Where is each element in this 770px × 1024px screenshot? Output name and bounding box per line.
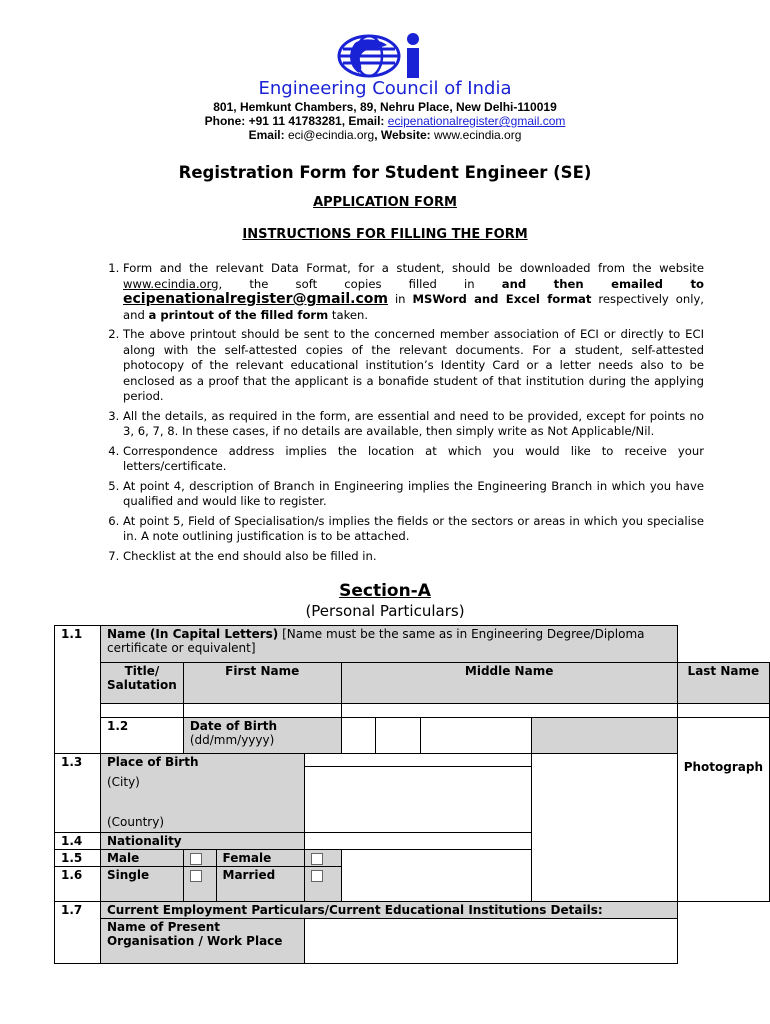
col-first-name: First Name	[183, 663, 341, 704]
row-num-1-6: 1.6	[55, 867, 101, 902]
website: www.ecindia.org	[434, 128, 522, 142]
female-checkbox-cell	[304, 850, 341, 867]
present-organisation-input[interactable]	[304, 919, 677, 964]
email-label: Email:	[348, 114, 385, 128]
married-label: Married	[216, 867, 304, 902]
row-num-1-7: 1.7	[55, 902, 101, 964]
last-name-input[interactable]	[677, 704, 769, 718]
nationality-label: Nationality	[100, 833, 304, 850]
married-checkbox-cell	[304, 867, 341, 902]
col-last-name: Last Name	[677, 663, 769, 704]
phone-number: +91 11 41783281	[248, 114, 342, 128]
single-checkbox-cell	[183, 867, 216, 902]
org-name: Engineering Council of India	[258, 78, 512, 99]
instruction-2: 2. The above printout should be sent to the concerned member association of ECI or directly to ECI along with the self-attested copies of the relevant documents. For a student, self-attested photocopy of the relevant educational institution’s Identity Card or a letter needs also to be enclosed as a proof that the applicant is a bonafide student of that institution during the applying period.	[123, 327, 704, 405]
col-title: Title/ Salutation	[100, 663, 183, 704]
instruction-5: 5. At point 4, description of Branch in Engineering implies the Engineering Branch in which you have qualified and would like to register.	[123, 479, 704, 510]
application-form-heading: APPLICATION FORM	[313, 195, 457, 210]
eci-logo	[335, 33, 435, 79]
section-subtitle: (Personal Particulars)	[305, 602, 465, 620]
org-contact-line: Phone: +91 11 41783281, Email: ecipenationalregister@gmail.com	[204, 114, 566, 128]
instruction-1: 1. Form and the relevant Data Format, for a student, should be downloaded from the website www.ecindia.org, the soft copies filled in and then emailed to ecipenationalregister@gmail.com in MSWord and Excel format respectively only, and a printout of the filled form taken.	[123, 261, 704, 323]
row-num-1-4: 1.4	[55, 833, 101, 850]
married-checkbox[interactable]	[311, 870, 323, 882]
email-primary-link[interactable]: ecipenationalregister@gmail.com	[387, 114, 566, 128]
personal-particulars-table	[54, 625, 770, 964]
website-label: Website:	[380, 128, 431, 142]
middle-name-input[interactable]	[341, 704, 677, 718]
section-title: Section-A	[339, 581, 431, 601]
title-input[interactable]	[100, 704, 183, 718]
male-checkbox-cell	[183, 850, 216, 867]
row-num-1-5: 1.5	[55, 850, 101, 867]
dob-yy2-input[interactable]	[532, 718, 678, 754]
pob-label-cell: Place of Birth (City) (Country)	[100, 754, 304, 833]
website-link[interactable]: www.ecindia.org	[123, 276, 219, 291]
female-checkbox[interactable]	[311, 853, 323, 865]
employment-label: Current Employment Particulars/Current Educational Institutions Details:	[100, 902, 677, 919]
dob-dd-input[interactable]	[341, 718, 375, 754]
first-name-input[interactable]	[183, 704, 341, 718]
dob-yy1-input[interactable]	[421, 718, 532, 754]
pob-city-input[interactable]	[304, 754, 531, 767]
present-organisation-label: Name of Present Organisation / Work Place	[100, 919, 304, 964]
single-label: Single	[100, 867, 183, 902]
col-middle-name: Middle Name	[341, 663, 677, 704]
form-title: Registration Form for Student Engineer (SE)	[178, 163, 592, 182]
nationality-input[interactable]	[304, 833, 531, 850]
single-checkbox[interactable]	[190, 870, 202, 882]
female-label: Female	[216, 850, 304, 867]
dob-mm-input[interactable]	[375, 718, 421, 754]
instruction-7: 7. Checklist at the end should also be filled in.	[123, 549, 704, 565]
name-label-cell: Name (In Capital Letters) [Name must be the same as in Engineering Degree/Diploma certificate or equivalent]	[100, 626, 677, 663]
org-contact-line-2: Email: eci@ecindia.org, Website: www.ecindia.org	[248, 128, 522, 142]
row-num-1-2: 1.2	[100, 718, 183, 754]
gender-marital-blank	[341, 850, 531, 902]
email2-label: Email:	[248, 128, 285, 142]
male-checkbox[interactable]	[190, 853, 202, 865]
dob-label-cell: Date of Birth (dd/mm/yyyy)	[183, 718, 341, 754]
instruction-3: 3. All the details, as required in the form, are essential and need to be provided, except for points no 3, 6, 7, 8. In these cases, if no details are available, then simply write as Not Applicable/Nil.	[123, 409, 704, 440]
male-label: Male	[100, 850, 183, 867]
org-address: 801, Hemkunt Chambers, 89, Nehru Place, New Delhi-110019	[213, 100, 557, 114]
phone-label: Phone:	[204, 114, 246, 128]
photograph-box[interactable]: Photograph	[677, 718, 769, 902]
instructions-heading: INSTRUCTIONS FOR FILLING THE FORM	[242, 227, 528, 242]
instruction-6: 6. At point 5, Field of Specialisation/s implies the fields or the sectors or areas in which you specialise in. A note outlining justification is to be attached.	[123, 514, 704, 545]
email-secondary: eci@ecindia.org	[287, 128, 375, 142]
instruction-4: 4. Correspondence address implies the location at which you would like to receive your letters/certificate.	[123, 444, 704, 475]
row-num-1-1: 1.1	[55, 626, 101, 754]
instruction-email[interactable]: ecipenationalregister@gmail.com	[123, 291, 388, 307]
row-num-1-3: 1.3	[55, 754, 101, 833]
instructions-list	[98, 261, 704, 568]
pob-country-input[interactable]	[304, 767, 531, 833]
